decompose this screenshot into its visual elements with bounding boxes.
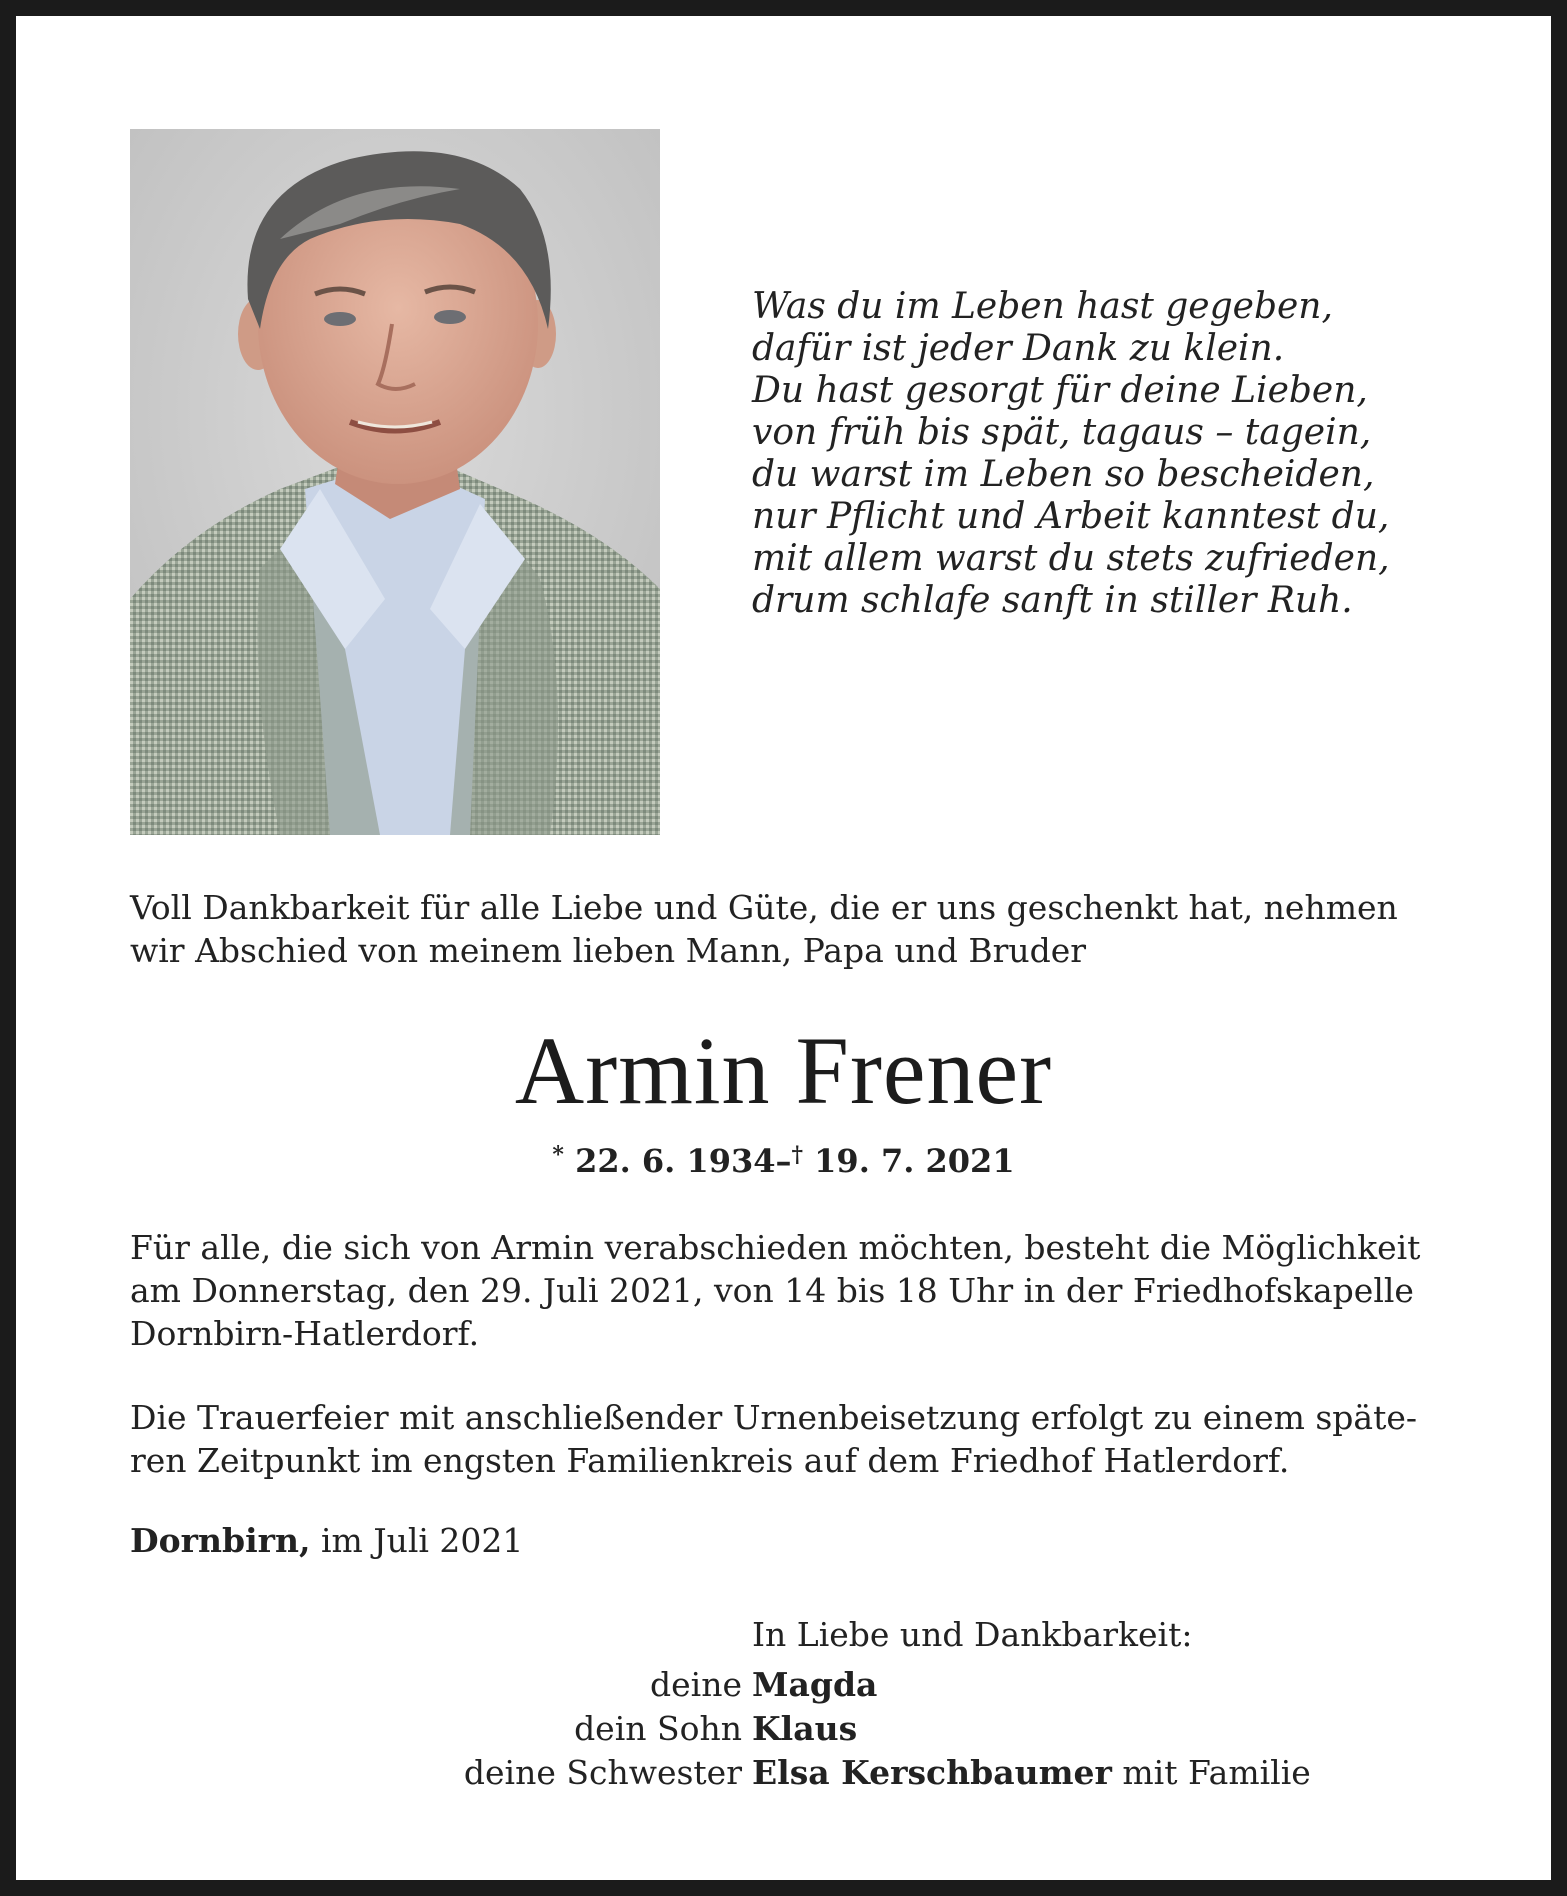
farewell-paragraph bbox=[130, 1226, 1450, 1355]
poem-line: du warst im Leben so bescheiden, bbox=[752, 454, 1375, 495]
poem-line: mit allem warst du stets zufrieden, bbox=[752, 538, 1390, 579]
family-member bbox=[752, 1707, 857, 1751]
poem-line: von früh bis spät, tagaus – tagein, bbox=[752, 412, 1372, 453]
obituary-page bbox=[16, 16, 1551, 1880]
place-city: Dornbirn, bbox=[130, 1521, 311, 1560]
poem-line: Du hast gesorgt für deine Lieben, bbox=[752, 370, 1368, 411]
family-relation: deine bbox=[650, 1665, 742, 1704]
family-name: Magda bbox=[752, 1665, 878, 1704]
place-month: im Juli 2021 bbox=[321, 1521, 524, 1560]
poem-line: nur Pflicht und Arbeit kanntest du, bbox=[752, 496, 1390, 537]
family-suffix: mit Familie bbox=[1122, 1753, 1311, 1792]
intro-line: wir Abschied von meinem lieben Mann, Papa und Bruder bbox=[130, 931, 1087, 970]
farewell-line: Dornbirn-Hatlerdorf. bbox=[130, 1314, 480, 1353]
family-row bbox=[316, 1751, 1466, 1795]
place-date bbox=[130, 1519, 523, 1562]
death-date: 19. 7. 2021 bbox=[814, 1142, 1015, 1180]
life-dates bbox=[16, 1141, 1551, 1181]
ceremony-line: ren Zeitpunkt im engsten Familienkreis auf dem Friedhof Hatlerdorf. bbox=[130, 1441, 1290, 1480]
family-row bbox=[316, 1707, 1466, 1751]
family-name: Elsa Kerschbaumer bbox=[752, 1753, 1112, 1792]
death-symbol: † bbox=[791, 1142, 804, 1168]
family-list bbox=[316, 1663, 1466, 1795]
poem-line: drum schlafe sanft in stiller Ruh. bbox=[752, 580, 1353, 621]
ceremony-line: Die Trauerfeier mit anschließender Urnenbeisetzung erfolgt zu einem späte- bbox=[130, 1398, 1418, 1437]
deceased-name: Armin Frener bbox=[514, 1017, 1053, 1124]
intro-text bbox=[130, 886, 1450, 972]
closing-line: In Liebe und Dankbarkeit: bbox=[752, 1615, 1193, 1654]
poem-line: dafür ist jeder Dank zu klein. bbox=[752, 328, 1285, 369]
family-member bbox=[752, 1751, 1311, 1795]
date-separator: – bbox=[775, 1142, 792, 1180]
family-relation: dein Sohn bbox=[574, 1709, 742, 1748]
intro-line: Voll Dankbarkeit für alle Liebe und Güte, die er uns geschenkt hat, nehmen bbox=[130, 888, 1398, 927]
poem-line: Was du im Leben hast gegeben, bbox=[752, 286, 1333, 327]
portrait-photo bbox=[130, 129, 660, 835]
family-name: Klaus bbox=[752, 1709, 858, 1748]
portrait-photo-drawing bbox=[130, 129, 660, 835]
farewell-line: Für alle, die sich von Armin verabschieden möchten, besteht die Möglichkeit bbox=[130, 1228, 1421, 1267]
family-row bbox=[316, 1663, 1466, 1707]
poem bbox=[752, 286, 1472, 622]
farewell-line: am Donnerstag, den 29. Juli 2021, von 14 bis 18 Uhr in der Friedhofskapelle bbox=[130, 1271, 1414, 1310]
family-member bbox=[752, 1663, 877, 1707]
ceremony-paragraph bbox=[130, 1396, 1450, 1482]
family-relation: deine Schwester bbox=[463, 1753, 742, 1792]
birth-symbol: * bbox=[552, 1142, 564, 1168]
birth-date: 22. 6. 1934 bbox=[575, 1142, 776, 1180]
